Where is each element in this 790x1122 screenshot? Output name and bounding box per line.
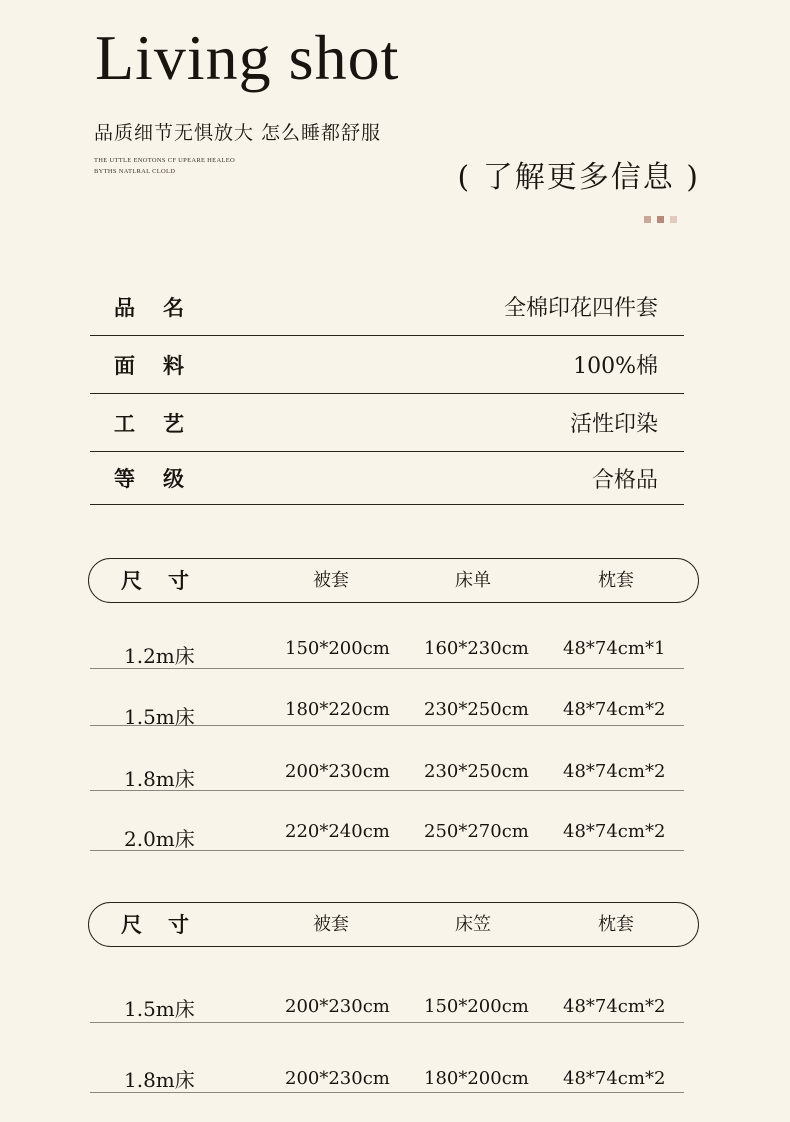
header-pillowcase: 枕套 — [598, 570, 634, 591]
info-row-craft — [90, 394, 684, 452]
info-value: 活性印染 — [569, 412, 658, 437]
cell-pillowcase: 48*74cm*2 — [563, 1068, 666, 1089]
cell-duvet: 200*230cm — [285, 996, 390, 1017]
cell-sheet: 230*250cm — [424, 761, 529, 782]
cell-bed-size: 1.8m床 — [124, 1068, 195, 1092]
hero-title: Living shot — [95, 22, 400, 93]
info-value: 100%棉 — [573, 354, 658, 379]
cell-bed-size: 1.5m床 — [124, 997, 195, 1021]
cell-duvet: 200*230cm — [285, 1068, 390, 1089]
table-row — [90, 947, 684, 1023]
decorative-dots — [644, 216, 677, 223]
dot-3 — [670, 216, 677, 223]
cell-fitted-sheet: 150*200cm — [424, 996, 529, 1017]
cell-duvet: 220*240cm — [285, 821, 390, 842]
cell-pillowcase: 48*74cm*2 — [563, 821, 666, 842]
size-table-1-header — [88, 558, 699, 603]
table-row — [90, 669, 684, 729]
tagline: 品质细节无惧放大 怎么睡都舒服 — [94, 122, 382, 144]
cell-pillowcase: 48*74cm*2 — [563, 996, 666, 1017]
subtitle-line-1: THE UTTLE ENOTONS CF UPEARE HEALEO — [94, 157, 235, 164]
cell-duvet: 150*200cm — [285, 638, 390, 659]
table-row — [90, 630, 684, 669]
header-sheet: 床单 — [455, 570, 491, 591]
info-label: 工艺 — [114, 410, 212, 436]
cell-duvet: 200*230cm — [285, 761, 390, 782]
header-duvet: 被套 — [313, 570, 349, 591]
cell-sheet: 230*250cm — [424, 699, 529, 720]
subtitle-line-2: BYTHS NATLRAL CLOLD — [94, 168, 176, 175]
info-row-name — [90, 278, 684, 336]
header-duvet: 被套 — [313, 914, 349, 935]
cell-bed-size: 1.8m床 — [124, 767, 195, 791]
cell-pillowcase: 48*74cm*1 — [563, 638, 666, 659]
size-table-2-header — [88, 902, 699, 947]
info-label: 品名 — [114, 294, 212, 320]
cell-bed-size: 1.2m床 — [124, 644, 195, 668]
cell-pillowcase: 48*74cm*2 — [563, 699, 666, 720]
info-value: 合格品 — [591, 467, 658, 493]
cell-sheet: 160*230cm — [424, 638, 529, 659]
dot-1 — [644, 216, 651, 223]
table-row — [90, 791, 684, 851]
cell-pillowcase: 48*74cm*2 — [563, 761, 666, 782]
cell-bed-size: 1.5m床 — [124, 705, 195, 729]
info-label: 等级 — [114, 466, 212, 491]
header-size: 尺寸 — [121, 568, 215, 593]
cell-duvet: 180*220cm — [285, 699, 390, 720]
cell-bed-size: 2.0m床 — [124, 827, 195, 851]
table-row — [90, 726, 684, 791]
header-fitted-sheet: 床笠 — [455, 914, 491, 935]
dot-2 — [657, 216, 664, 223]
info-value: 全棉印花四件套 — [503, 296, 658, 321]
cell-fitted-sheet: 180*200cm — [424, 1068, 529, 1089]
info-row-fabric — [90, 336, 684, 394]
cell-sheet: 250*270cm — [424, 821, 529, 842]
header-size: 尺寸 — [121, 912, 215, 937]
table-row — [90, 1023, 684, 1093]
more-info-link[interactable]: ( 了解更多信息 ) — [457, 160, 700, 195]
header-pillowcase: 枕套 — [598, 914, 634, 935]
info-label: 面料 — [114, 352, 212, 378]
info-row-grade — [90, 452, 684, 505]
